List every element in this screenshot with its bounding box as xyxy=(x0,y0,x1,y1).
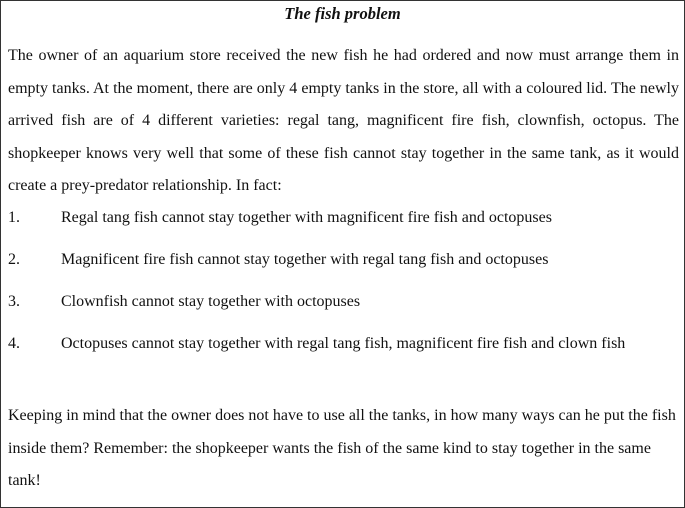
problem-title: The fish problem xyxy=(284,4,401,23)
rule-text: Regal tang fish cannot stay together with magnificent fire fish and octopuses xyxy=(61,209,552,226)
rule-item-2 xyxy=(8,244,679,277)
rule-text: Clownfish cannot stay together with octopuses xyxy=(61,293,361,310)
intro-paragraph: The owner of an aquarium store received the new fish he had ordered and now must arrange them in empty tanks. At the moment, there are only 4 empty tanks in the store, all with a coloured lid. The newly arrived fish are of 4 different varieties: regal tang, magnificent fire fish, clownfish, octopus. The shopkeeper knows very well that some of these fish cannot stay together in the same tank, as it would create a prey-predator relationship. In fact: xyxy=(8,47,679,194)
rule-item-3 xyxy=(8,286,679,319)
question-paragraph: Keeping in mind that the owner does not have to use all the tanks, in how many ways can he put the fish inside them? Remember: the shopkeeper wants the fish of the same kind to stay together in the same tank! xyxy=(8,407,676,489)
rule-number: 3. xyxy=(8,293,20,310)
rule-number: 1. xyxy=(8,209,20,226)
rule-item-4 xyxy=(8,328,679,361)
rule-item-1 xyxy=(8,202,679,235)
rule-number: 4. xyxy=(8,335,20,352)
rule-text: Magnificent fire fish cannot stay together with regal tang fish and octopuses xyxy=(61,251,549,268)
rule-number: 2. xyxy=(8,251,20,268)
rule-text: Octopuses cannot stay together with regal tang fish, magnificent fire fish and clown fish xyxy=(61,335,626,352)
